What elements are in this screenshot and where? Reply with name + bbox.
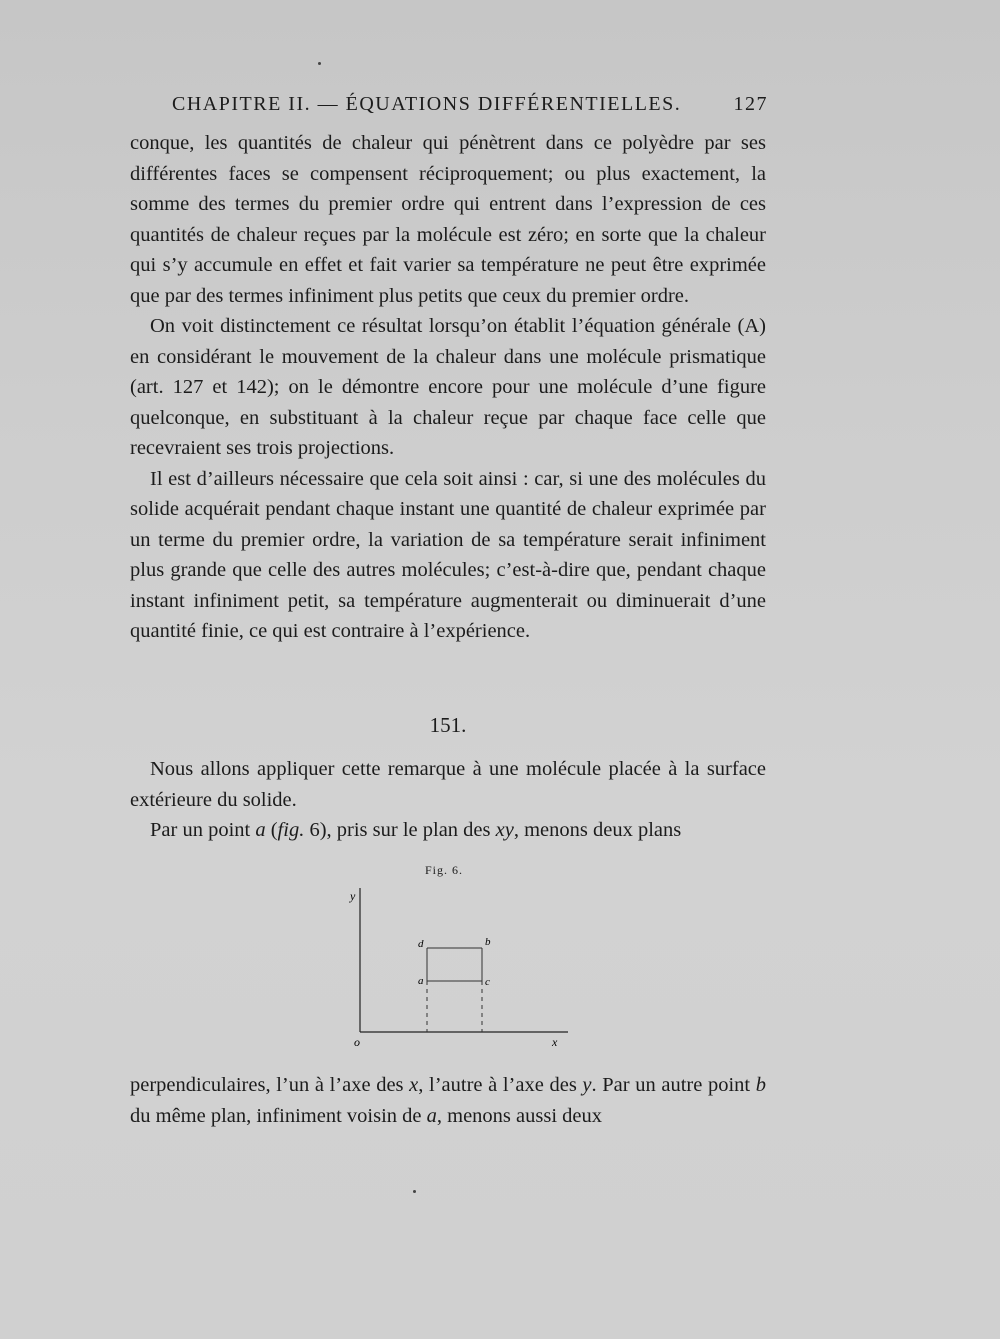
paper-speck — [413, 1190, 416, 1193]
text-block-3 — [130, 1070, 766, 1131]
paragraph: Par un point a (fig. 6), pris sur le plan des xy, menons deux plans — [150, 819, 682, 841]
paragraph: Il est d’ailleurs nécessaire que cela soit ainsi : car, si une des molécules du solide acquérait pendant chaque instant une quantité de chaleur exprimée par un terme du premier ordre, la variation de sa température serait infiniment plus grande que celle des autres molécules; c’est-à-dire que, pendant chaque instant infiniment petit, sa température augmenterait ou diminuerait d’une quantité finie, ce qui est contraire à l’expérience. — [130, 467, 766, 642]
label-b: b — [485, 936, 491, 948]
page-number: 127 — [733, 93, 768, 115]
figure-6-diagram — [330, 880, 590, 1050]
paragraph: On voit distinctement ce résultat lorsqu’on établit l’équation générale (A) en considérant le mouvement de la chaleur dans une molécule prismatique (art. 127 et 142); on le démontre encore pour une molécule d’une figure quelconque, en substituant à la chaleur reçue par chaque face celle que recevraient ses trois projections. — [130, 315, 766, 459]
label-y: y — [350, 889, 356, 903]
section-number: 151. — [429, 713, 467, 737]
paragraph: perpendiculaires, l’un à l’axe des x, l’autre à l’axe des y. Par un autre point b du même plan, infiniment voisin de a, menons aussi deux — [130, 1074, 766, 1127]
paragraph: conque, les quantités de chaleur qui pénètrent dans ce polyèdre par ses différentes faces se compensent réciproquement; ou plus exactement, la somme des termes du premier ordre qui entrent dans l’expression de ces quantités de chaleur reçues par la molécule est zéro; en sorte que la chaleur qui s’y accumule en effet et fait varier sa température ne peut être exprimée que par des termes infiniment plus petits que ceux du premier ordre. — [130, 132, 766, 307]
label-c: c — [485, 976, 490, 988]
figure-caption: Fig. 6. — [425, 863, 464, 877]
paper-speck — [318, 62, 321, 65]
label-x: x — [552, 1035, 558, 1049]
label-o: o — [354, 1035, 360, 1049]
chapter-title: CHAPITRE II. — ÉQUATIONS DIFFÉRENTIELLES. — [172, 93, 682, 115]
paragraph: Nous allons appliquer cette remarque à une molécule placée à la surface extérieure du solide. — [130, 758, 766, 811]
running-header — [172, 93, 768, 116]
label-a: a — [418, 975, 424, 987]
text-block-2 — [130, 754, 766, 846]
label-d: d — [418, 938, 424, 950]
text-block-1 — [130, 128, 766, 647]
